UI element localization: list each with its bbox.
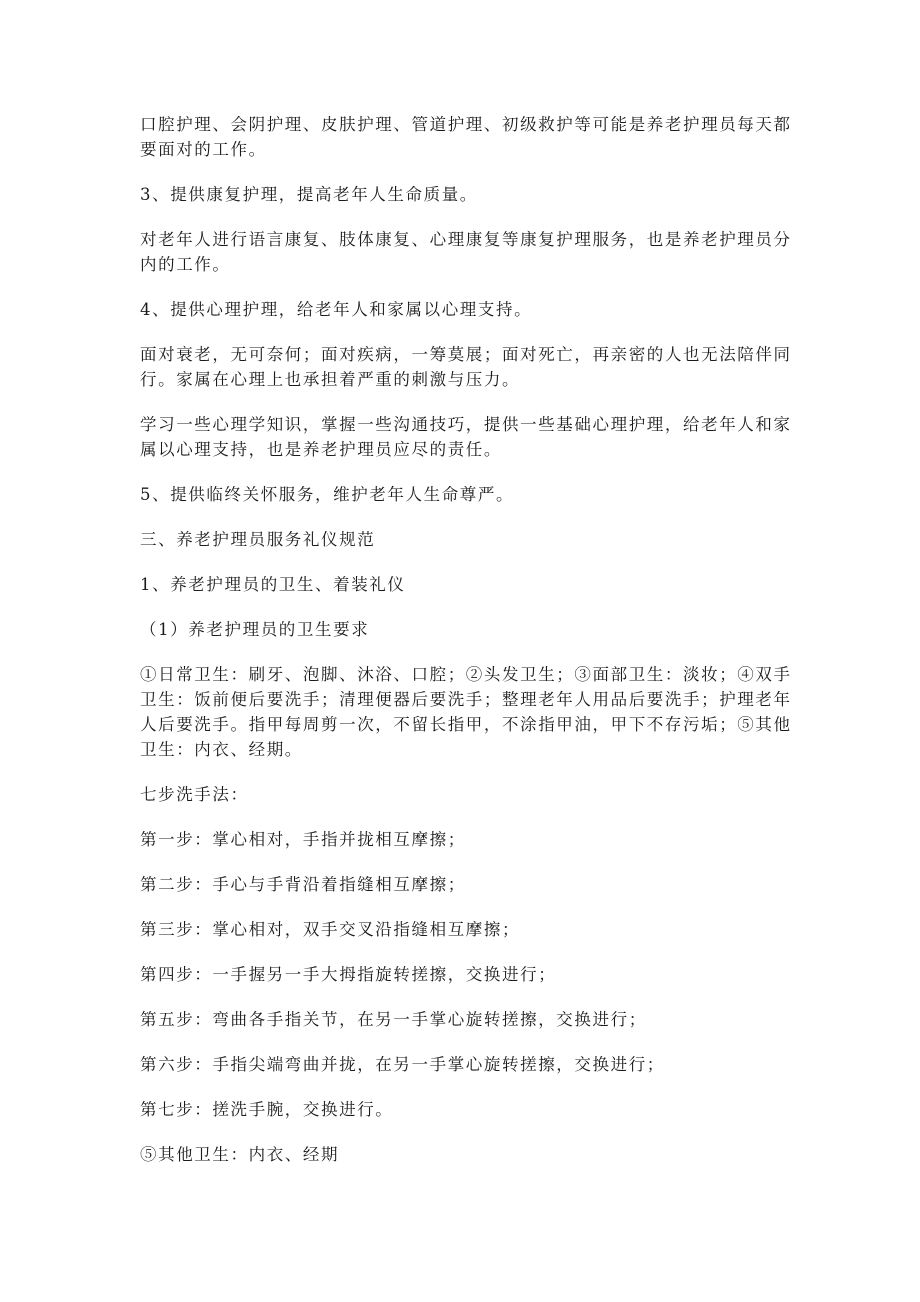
document-body: [140, 112, 792, 1187]
heading-psych-care: 4、提供心理护理，给老年人和家属以心理支持。: [140, 300, 533, 319]
paragraph-facing-aging: 面对衰老，无可奈何；面对疾病，一筹莫展；面对死亡，再亲密的人也无法陪伴同行。家属在心理上也承担着严重的刺激与压力。: [140, 345, 792, 389]
heading-seven-step-handwash: 七步洗手法：: [140, 785, 249, 804]
handwash-step-4: 第四步：一手握另一手大拇指旋转搓擦，交换进行；: [140, 965, 557, 984]
section-heading-etiquette: 三、养老护理员服务礼仪规范: [140, 530, 376, 549]
paragraph-rehab-care: 对老年人进行语言康复、肢体康复、心理康复等康复护理服务，也是养老护理员分内的工作。: [140, 230, 792, 274]
heading-rehab-care: 3、提供康复护理，提高老年人生命质量。: [140, 185, 478, 204]
handwash-step-7: 第七步：搓洗手腕，交换进行。: [140, 1100, 394, 1119]
subheading-hygiene-requirements: （1）养老护理员的卫生要求: [140, 620, 370, 639]
heading-hygiene-dress: 1、养老护理员的卫生、着装礼仪: [140, 575, 406, 594]
heading-hospice-care: 5、提供临终关怀服务，维护老年人生命尊严。: [140, 485, 515, 504]
paragraph-oral-care-duties: 口腔护理、会阴护理、皮肤护理、管道护理、初级救护等可能是养老护理员每天都要面对的工作。: [140, 115, 792, 159]
handwash-step-5: 第五步：弯曲各手指关节，在另一手掌心旋转搓擦，交换进行；: [140, 1010, 647, 1029]
paragraph-hygiene-list: ①日常卫生：刷牙、泡脚、沐浴、口腔；②头发卫生；③面部卫生：淡妆；④双手卫生：饭前便后要洗手；清理便器后要洗手；整理老年人用品后要洗手；护理老年人后要洗手。指甲每周剪一次，不留长指甲，不涂指甲油，甲下不存污垢；⑤其他卫生：内衣、经期。: [140, 665, 792, 759]
handwash-step-3: 第三步：掌心相对，双手交叉沿指缝相互摩擦；: [140, 920, 521, 939]
paragraph-other-hygiene: ⑤其他卫生：内衣、经期: [140, 1145, 340, 1164]
handwash-step-2: 第二步：手心与手背沿着指缝相互摩擦；: [140, 875, 466, 894]
handwash-step-1: 第一步：掌心相对，手指并拢相互摩擦；: [140, 830, 466, 849]
paragraph-psych-support: 学习一些心理学知识，掌握一些沟通技巧，提供一些基础心理护理，给老年人和家属以心理支持，也是养老护理员应尽的责任。: [140, 415, 792, 459]
handwash-step-6: 第六步：手指尖端弯曲并拢，在另一手掌心旋转搓擦，交换进行；: [140, 1055, 665, 1074]
